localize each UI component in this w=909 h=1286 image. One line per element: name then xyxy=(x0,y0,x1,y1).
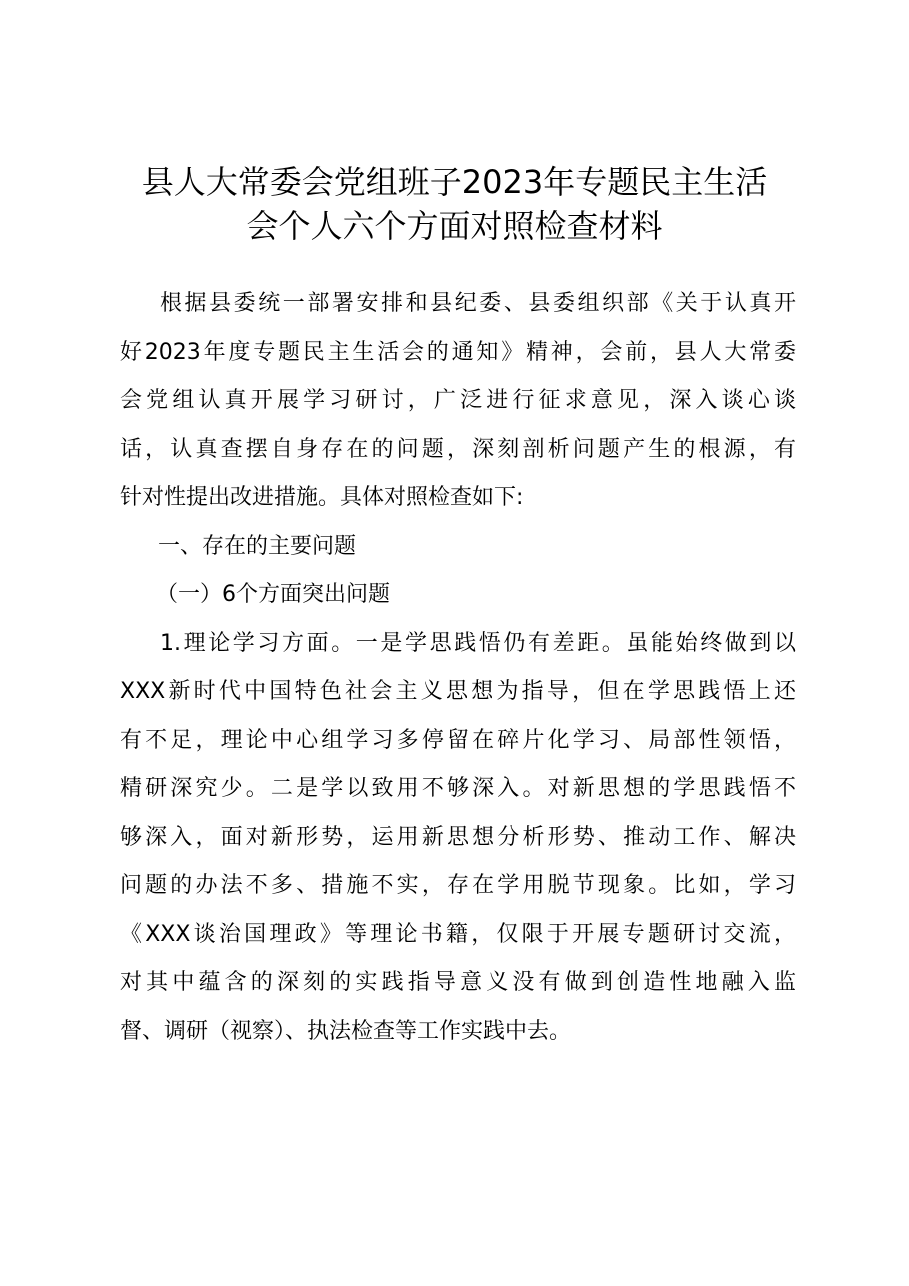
text-line: 问题的办法不多、措施不实，存在学用脱节现象。比如，学习 xyxy=(120,873,796,898)
text-line: 够深入，面对新形势，运用新思想分析形势、推动工作、解决 xyxy=(120,824,796,850)
text-line: 有不足，理论中心组学习多停留在碎片化学习、局部性领悟， xyxy=(120,727,796,753)
text-line: 对其中蕴含的深刻的实践指导意义没有做到创造性地融入监 xyxy=(120,970,796,995)
document-title xyxy=(100,160,809,248)
text-line: 精研深究少。二是学以致用不够深入。对新思想的学思践悟不 xyxy=(120,776,796,801)
intro-paragraph xyxy=(120,280,796,523)
subsection-heading: （一）6个方面突出问题 xyxy=(156,582,390,607)
text-line: 针对性提出改进措施。具体对照检查如下: xyxy=(120,485,524,510)
text-line: 1.理论学习方面。一是学思践悟仍有差距。虽能始终做到以 xyxy=(160,630,796,656)
text-line: 《XXX谈治国理政》等理论书籍，仅限于开展专题研讨交流， xyxy=(120,921,796,947)
item-paragraph xyxy=(120,620,796,1057)
text-line: 督、调研（视察）、执法检查等工作实践中去。 xyxy=(120,1018,572,1044)
section-heading: 一、存在的主要问题 xyxy=(158,533,357,559)
text-line: XXX新时代中国特色社会主义思想为指导，但在学思践悟上还 xyxy=(120,679,796,704)
document-body xyxy=(120,280,796,1056)
text-line: 话，认真查摆自身存在的问题，深刻剖析问题产生的根源，有 xyxy=(120,436,796,462)
text-line: 会党组认真开展学习研讨，广泛进行征求意见，深入谈心谈 xyxy=(120,388,796,413)
title-line: 会个人六个方面对照检查材料 xyxy=(246,207,663,245)
title-line: 县人大常委会党组班子2023年专题民主生活 xyxy=(141,163,768,201)
text-line: 根据县委统一部署安排和县纪委、县委组织部《关于认真开 xyxy=(160,291,796,316)
text-line: 好2023年度专题民主生活会的通知》精神，会前，县人大常委 xyxy=(120,339,796,365)
